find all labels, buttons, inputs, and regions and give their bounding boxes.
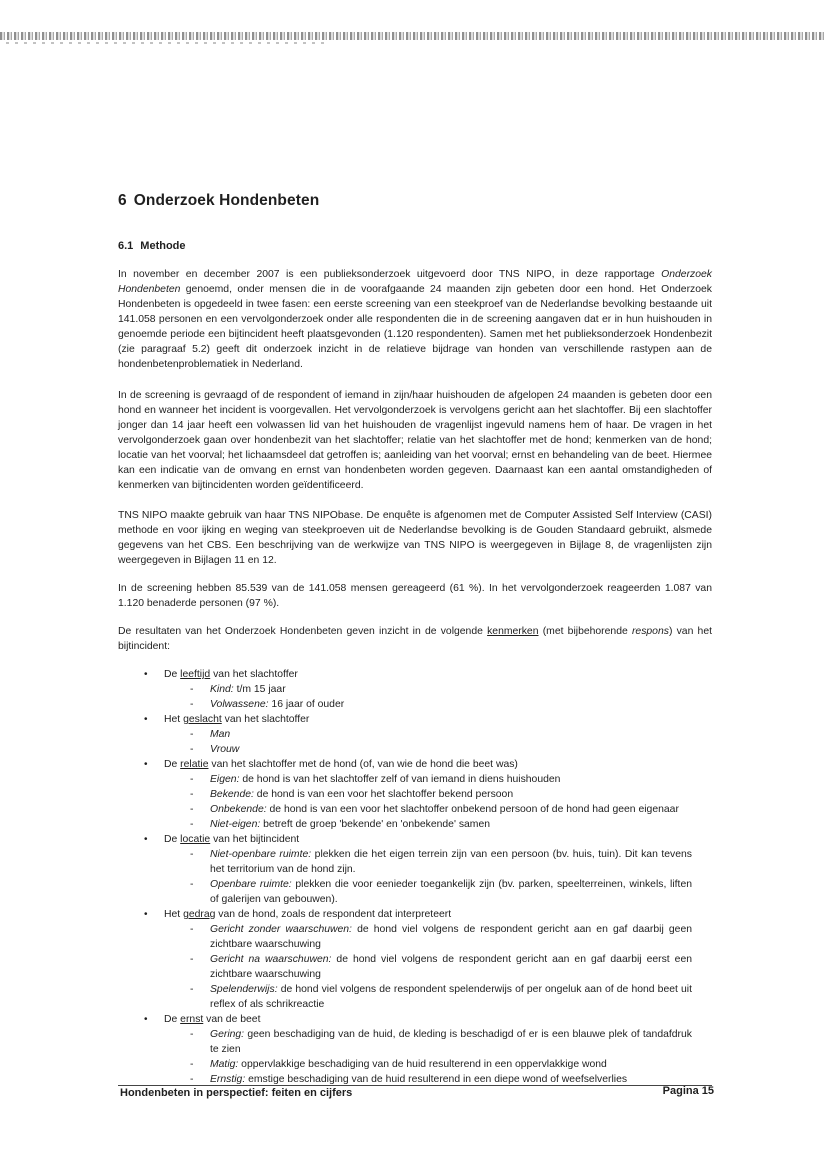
sub-item-text: oppervlakkige beschadiging van de huid resulterend in een oppervlakkige wond <box>238 1059 607 1070</box>
list-item-text: De <box>164 669 181 680</box>
sub-item-term: Matig: <box>210 1059 239 1070</box>
sub-item-text: de hond is van een voor het slachtoffer bekend persoon <box>253 789 514 800</box>
list-item <box>144 907 712 922</box>
sub-item-term: Spelenderwijs: <box>210 984 278 995</box>
list-item-text: van de hond, zoals de respondent dat interpreteert <box>215 909 452 920</box>
sub-item-text: plekken die voor eenieder toegankelijk zijn (bv. parken, speelterreinen, winkels, liften of galerijen van gebouwen). <box>210 879 692 905</box>
sub-item-text: de hond viel volgens de respondent spelenderwijs of per ongeluk aan of de hond beet uit reflex of als schrikreactie <box>210 984 692 1010</box>
bullet-icon: • <box>144 759 148 770</box>
list-item-keyword: locatie <box>180 834 211 845</box>
paragraph-text: (met bijbehorende <box>538 626 632 637</box>
footer-title: Hondenbeten in perspectief: feiten en cijfers <box>120 1087 353 1099</box>
sub-item-text: plekken die het eigen terrein zijn van een persoon (bv. huis, tuin). Dit kan tevens het territorium van de hond zijn. <box>210 849 692 875</box>
sub-item-term: Man <box>210 729 231 740</box>
list-item-keyword: geslacht <box>183 714 222 725</box>
sub-list-item <box>144 727 692 742</box>
paragraph-emphasis: Onderzoek Hondenbeten <box>118 269 712 295</box>
bullet-icon: • <box>144 669 148 680</box>
sub-list-item <box>144 772 692 787</box>
sub-list-item <box>144 1057 692 1072</box>
dash-icon: - <box>190 729 194 740</box>
paragraph-results <box>118 624 712 654</box>
sub-item-term: Gericht zonder waarschuwen: <box>210 924 352 935</box>
sub-item-term: Vrouw <box>210 744 240 755</box>
sub-item-term: Gering: <box>210 1029 245 1040</box>
footer-rule <box>118 1085 712 1086</box>
list-item-keyword: relatie <box>180 759 209 770</box>
sub-list-item <box>144 742 692 757</box>
dash-icon: - <box>190 984 194 995</box>
page-number: Pagina 15 <box>662 1085 714 1097</box>
dash-icon: - <box>190 699 194 710</box>
paragraph-text: De resultaten van het Onderzoek Hondenbeten geven inzicht in de volgende <box>118 626 488 637</box>
list-item-keyword: gedrag <box>183 909 216 920</box>
sub-item-text: de hond viel volgens de respondent gericht aan en gaf daarbij eerst een zichtbare waarschuwing <box>210 954 692 980</box>
paragraph-text: genoemd, onder mensen die in de voorafgaande 24 maanden zijn gebeten door een hond. Het Onderzoek Hondenbeten is opgedeeld in twee fasen: een eerste screening van een steekproef van de Nederlandse bevolking bestaande uit 141.058 personen en een vervolgonderzoek onder alle respondenten die in de screening aangaven dat er in hun huishouden in genoemde periode een bijtincident heeft plaatsgevonden (1.120 respondenten). Samen met het publieksonderzoek Hondenbezit (zie paragraaf 5.2) geeft dit onderzoek inzicht in de relatieve bijdrage van honden van verschillende rastypen aan de hondenbetenproblematiek in Nederland. <box>118 284 712 370</box>
scan-header-artifact <box>0 32 826 40</box>
paragraph-response: In de screening hebben 85.539 van de 141.058 mensen gereageerd (61 %). In het vervolgonderzoek reageerden 1.087 van 1.120 benaderde personen (97 %). <box>118 583 712 609</box>
dash-icon: - <box>190 804 194 815</box>
sub-item-term: Niet-openbare ruimte: <box>210 849 312 860</box>
dash-icon: - <box>190 684 194 695</box>
sub-item-text: t/m 15 jaar <box>233 684 286 695</box>
dash-icon: - <box>190 1059 194 1070</box>
paragraph-emphasis: respons <box>631 626 669 637</box>
bullet-icon: • <box>144 1014 148 1025</box>
sub-item-text: betreft de groep 'bekende' en 'onbekende' samen <box>260 819 491 830</box>
sub-item-term: Bekende: <box>210 789 254 800</box>
paragraph-intro <box>118 267 712 372</box>
list-item-text: De <box>164 1014 181 1025</box>
sub-list-item <box>144 787 692 802</box>
dash-icon: - <box>190 774 194 785</box>
list-item-text: van het slachtoffer <box>221 714 310 725</box>
sub-item-term: Onbekende: <box>210 804 267 815</box>
sub-item-term: Eigen: <box>210 774 240 785</box>
chapter-number: 6 <box>118 192 127 209</box>
sub-list-item <box>144 817 692 832</box>
dash-icon: - <box>190 924 194 935</box>
section-number: 6.1 <box>118 240 134 252</box>
paragraph-keyword: kenmerken <box>487 626 539 637</box>
sub-item-term: Volwassene: <box>210 699 269 710</box>
list-item <box>144 757 712 772</box>
section-title: Methode <box>140 240 186 252</box>
dash-icon: - <box>190 744 194 755</box>
paragraph-tns-nipo: TNS NIPO maakte gebruik van haar TNS NIPObase. De enquête is afgenomen met de Computer Assisted Self Interview (CASI) methode en voor ijking en weging van steekproeven uit de Nederlandse bevolking is de Gouden Standaard gebruikt, alsmede gegevens van het CBS. Een beschrijving van de werkwijze van TNS NIPO is weergegeven in Bijlage 8, de vragenlijsten zijn weergegeven in Bijlagen 11 en 12. <box>118 510 712 566</box>
dash-icon: - <box>190 879 194 890</box>
list-item-keyword: ernst <box>180 1014 204 1025</box>
sub-list-item <box>144 682 692 697</box>
list-item-text: Het <box>164 714 184 725</box>
sub-item-text: de hond is van een voor het slachtoffer onbekend persoon of de hond had geen eigenaar <box>266 804 679 815</box>
paragraph-text: ) van het bijtincident: <box>118 626 712 652</box>
sub-item-text: emstige beschadiging van de huid resulterend in een diepe wond of weefselverlies <box>245 1074 628 1085</box>
bullet-icon: • <box>144 909 148 920</box>
sub-list-item <box>144 697 692 712</box>
bullet-icon: • <box>144 834 148 845</box>
chapter-title: Onderzoek Hondenbeten <box>133 192 320 209</box>
paragraph-text: In november en december 2007 is een publieksonderzoek uitgevoerd door TNS NIPO, in deze rapportage <box>118 269 662 280</box>
sub-list-item <box>144 802 692 817</box>
chapter-heading <box>118 192 319 210</box>
dash-icon: - <box>190 1074 194 1085</box>
list-item <box>144 712 712 727</box>
sub-item-text: geen beschadiging van de huid, de kleding is beschadigd of er is een blauwe plek of tandafdruk te zien <box>210 1029 692 1055</box>
list-item-text: De <box>164 834 181 845</box>
dash-icon: - <box>190 954 194 965</box>
sub-item-text: de hond viel volgens de respondent gericht aan en gaf daarbij geen zichtbare waarschuwing <box>210 924 693 950</box>
scan-header-artifact-line <box>6 42 326 44</box>
dash-icon: - <box>190 789 194 800</box>
list-item-text: van het slachtoffer <box>210 669 298 680</box>
sub-list-item <box>144 847 692 877</box>
section-heading <box>118 240 186 252</box>
sub-item-text: de hond is van het slachtoffer zelf of van iemand in diens huishouden <box>239 774 561 785</box>
sub-item-term: Openbare ruimte: <box>210 879 292 890</box>
dash-icon: - <box>190 1029 194 1040</box>
list-item-text: van het slachtoffer met de hond (of, van wie de hond die beet was) <box>208 759 518 770</box>
list-item-text: van het bijtincident <box>210 834 300 845</box>
sub-item-term: Ernstig: <box>210 1074 246 1085</box>
list-item-text: Het <box>164 909 184 920</box>
bullet-icon: • <box>144 714 148 725</box>
sub-list-item <box>144 952 692 982</box>
sub-item-text: 16 jaar of ouder <box>268 699 345 710</box>
sub-list-item <box>144 1027 692 1057</box>
sub-item-term: Gericht na waarschuwen: <box>210 954 332 965</box>
list-item <box>144 832 712 847</box>
feature-list <box>144 667 712 1087</box>
sub-item-term: Kind: <box>210 684 234 695</box>
list-item-keyword: leeftijd <box>180 669 211 680</box>
list-item <box>144 667 712 682</box>
paragraph-screening: In de screening is gevraagd of de respondent of iemand in zijn/haar huishouden de afgelopen 24 maanden is gebeten door een hond en wanneer het incident is voorgevallen. Het vervolgonderzoek is vervolgens gericht aan het slachtoffer. Bij een slachtoffer jonger dan 14 jaar heeft een volwassen lid van het huishouden de vragenlijst ingevuld namens hem of haar. De vragen in het vervolgonderzoek gaan over hondenbezit van het slachtoffer; relatie van het slachtoffer met de hond; kenmerken van de hond; locatie van het voorval; het lichaamsdeel dat getroffen is; aanleiding van het voorval; ernst en behandeling van de beet. Hiermee kan een indicatie van de omvang en ernst van hondenbeten worden gegeven. Daarnaast kan een aantal omstandigheden of kenmerken van bijtincidenten worden geïdentificeerd. <box>118 390 712 491</box>
sub-list-item <box>144 982 692 1012</box>
dash-icon: - <box>190 819 194 830</box>
list-item-text: De <box>164 759 181 770</box>
sub-item-term: Niet-eigen: <box>210 819 261 830</box>
sub-list-item <box>144 877 692 907</box>
list-item <box>144 1012 712 1027</box>
list-item-text: van de beet <box>203 1014 261 1025</box>
sub-list-item <box>144 922 692 952</box>
dash-icon: - <box>190 849 194 860</box>
